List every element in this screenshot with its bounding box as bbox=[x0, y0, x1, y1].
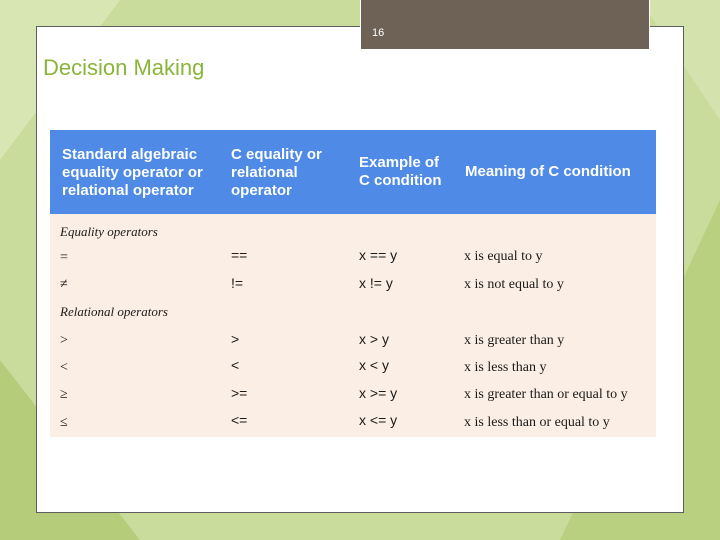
cell-c-operator: != bbox=[231, 275, 244, 291]
cell-algebraic: ≤ bbox=[60, 415, 68, 430]
cell-algebraic: = bbox=[60, 250, 68, 265]
cell-meaning: x is not equal to y bbox=[464, 277, 564, 292]
operators-table bbox=[50, 130, 656, 437]
header-c-operator: C equality or relational operator bbox=[231, 146, 322, 199]
cell-c-operator: < bbox=[231, 357, 240, 373]
cell-meaning: x is less than or equal to y bbox=[464, 415, 610, 430]
table-header bbox=[50, 130, 656, 214]
cell-algebraic: < bbox=[60, 360, 68, 375]
cell-example: x > y bbox=[359, 331, 389, 347]
cell-algebraic: ≠ bbox=[60, 277, 68, 292]
cell-algebraic: > bbox=[60, 333, 68, 348]
section-label-equality: Equality operators bbox=[60, 224, 158, 239]
cell-meaning: x is less than y bbox=[464, 360, 547, 375]
cell-c-operator: == bbox=[231, 247, 248, 263]
header-algebraic: Standard algebraic equality operator or relational operator bbox=[62, 146, 203, 199]
cell-example: x < y bbox=[359, 357, 389, 373]
cell-meaning: x is greater than y bbox=[464, 333, 565, 348]
header-meaning: Meaning of C condition bbox=[465, 163, 631, 180]
slide-title: Decision Making bbox=[43, 55, 205, 80]
cell-example: x == y bbox=[359, 247, 398, 263]
page-number: 16 bbox=[372, 27, 385, 39]
table-body bbox=[50, 214, 656, 437]
cell-c-operator: <= bbox=[231, 412, 248, 428]
cell-example: x <= y bbox=[359, 412, 398, 428]
section-label-relational: Relational operators bbox=[60, 304, 168, 319]
cell-example: x >= y bbox=[359, 385, 398, 401]
page-number-tab bbox=[360, 0, 650, 50]
cell-example: x != y bbox=[359, 275, 393, 291]
cell-c-operator: > bbox=[231, 331, 240, 347]
cell-meaning: x is greater than or equal to y bbox=[464, 387, 628, 402]
cell-algebraic: ≥ bbox=[60, 387, 68, 402]
header-example: Example of C condition bbox=[359, 154, 442, 189]
cell-meaning: x is equal to y bbox=[464, 249, 543, 264]
cell-c-operator: >= bbox=[231, 385, 248, 401]
